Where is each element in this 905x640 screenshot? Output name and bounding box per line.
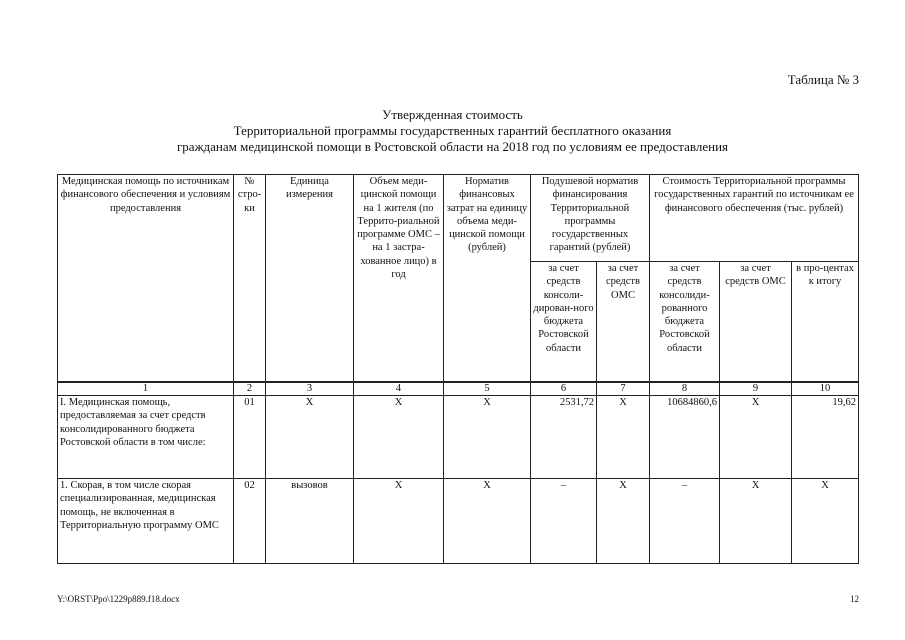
- row-cost-budget: –: [650, 479, 720, 564]
- column-number: 6: [531, 382, 597, 396]
- column-number: 10: [792, 382, 859, 396]
- header-per-capita-oms: за счет средств ОМС: [597, 262, 650, 383]
- table-row: [58, 479, 859, 564]
- column-number: 3: [266, 382, 354, 396]
- column-number: 4: [354, 382, 444, 396]
- row-name: I. Медицинская помощь, предоставляемая за счет средств консолидированного бюджета Ростовской области в том числе:: [58, 396, 234, 479]
- row-per-capita-oms: Х: [597, 479, 650, 564]
- heading-line-3: гражданам медицинской помощи в Ростовской области на 2018 год по условиям ее предоставления: [176, 139, 729, 154]
- row-no: 02: [234, 479, 266, 564]
- row-no: 01: [234, 396, 266, 479]
- row-cost-budget: 10684860,6: [650, 396, 720, 479]
- header-per-capita-budget: за счет средств консоли-дирован-ного бюджета Ростовской области: [531, 262, 597, 383]
- row-cost-percent: 19,62: [792, 396, 859, 479]
- row-cost-oms: Х: [720, 479, 792, 564]
- column-number: 9: [720, 382, 792, 396]
- header-row-1: [58, 175, 859, 262]
- header-row-no: № стро-ки: [234, 175, 266, 383]
- header-care: Медицинская помощь по источникам финансового обеспечения и условиям предоставления: [58, 175, 234, 383]
- row-volume: Х: [354, 479, 444, 564]
- column-number: 7: [597, 382, 650, 396]
- header-cost-budget: за счет средств консолиди-рованного бюджета Ростовской области: [650, 262, 720, 383]
- heading-line-2: Территориальной программы государственных гарантий бесплатного оказания: [233, 123, 672, 138]
- header-per-capita: Подушевой норматив финансирования Территориальной программы государственных гарантий (рублей): [531, 175, 650, 262]
- page-number: 12: [850, 594, 859, 604]
- row-norm: Х: [444, 396, 531, 479]
- header-cost-percent: в про-центах к итогу: [792, 262, 859, 383]
- row-cost-oms: Х: [720, 396, 792, 479]
- column-number-row: [58, 382, 859, 396]
- header-cost: Стоимость Территориальной программы государственных гарантий по источникам ее финансового обеспечения (тыс. рублей): [650, 175, 859, 262]
- column-number: 2: [234, 382, 266, 396]
- header-norm-cost: Норматив финансовых затрат на единицу объема меди-цинской помощи (рублей): [444, 175, 531, 383]
- table-row: [58, 396, 859, 479]
- header-unit: Единица измерения: [266, 175, 354, 383]
- row-cost-percent: Х: [792, 479, 859, 564]
- row-norm: Х: [444, 479, 531, 564]
- row-volume: Х: [354, 396, 444, 479]
- row-per-capita-budget: 2531,72: [531, 396, 597, 479]
- heading-line-1: Утвержденная стоимость: [382, 107, 523, 122]
- column-number: 1: [58, 382, 234, 396]
- table-number: Таблица № 3: [787, 72, 859, 87]
- header-volume: Объем меди-цинской помощи на 1 жителя (по Террито-риальной программе ОМС – на 1 застра-хованное лицо) в год: [354, 175, 444, 383]
- column-number: 8: [650, 382, 720, 396]
- row-unit: вызовов: [266, 479, 354, 564]
- row-name: 1. Скорая, в том числе скорая специализированная, медицинская помощь, не включенная в Территориальную программу ОМС: [58, 479, 234, 564]
- row-unit: Х: [266, 396, 354, 479]
- column-number: 5: [444, 382, 531, 396]
- cost-table: [57, 174, 859, 564]
- header-cost-oms: за счет средств ОМС: [720, 262, 792, 383]
- file-path: Y:\ORST\Ppo\1229p889.f18.docx: [57, 594, 180, 604]
- document-heading: [0, 107, 905, 155]
- row-per-capita-oms: Х: [597, 396, 650, 479]
- row-per-capita-budget: –: [531, 479, 597, 564]
